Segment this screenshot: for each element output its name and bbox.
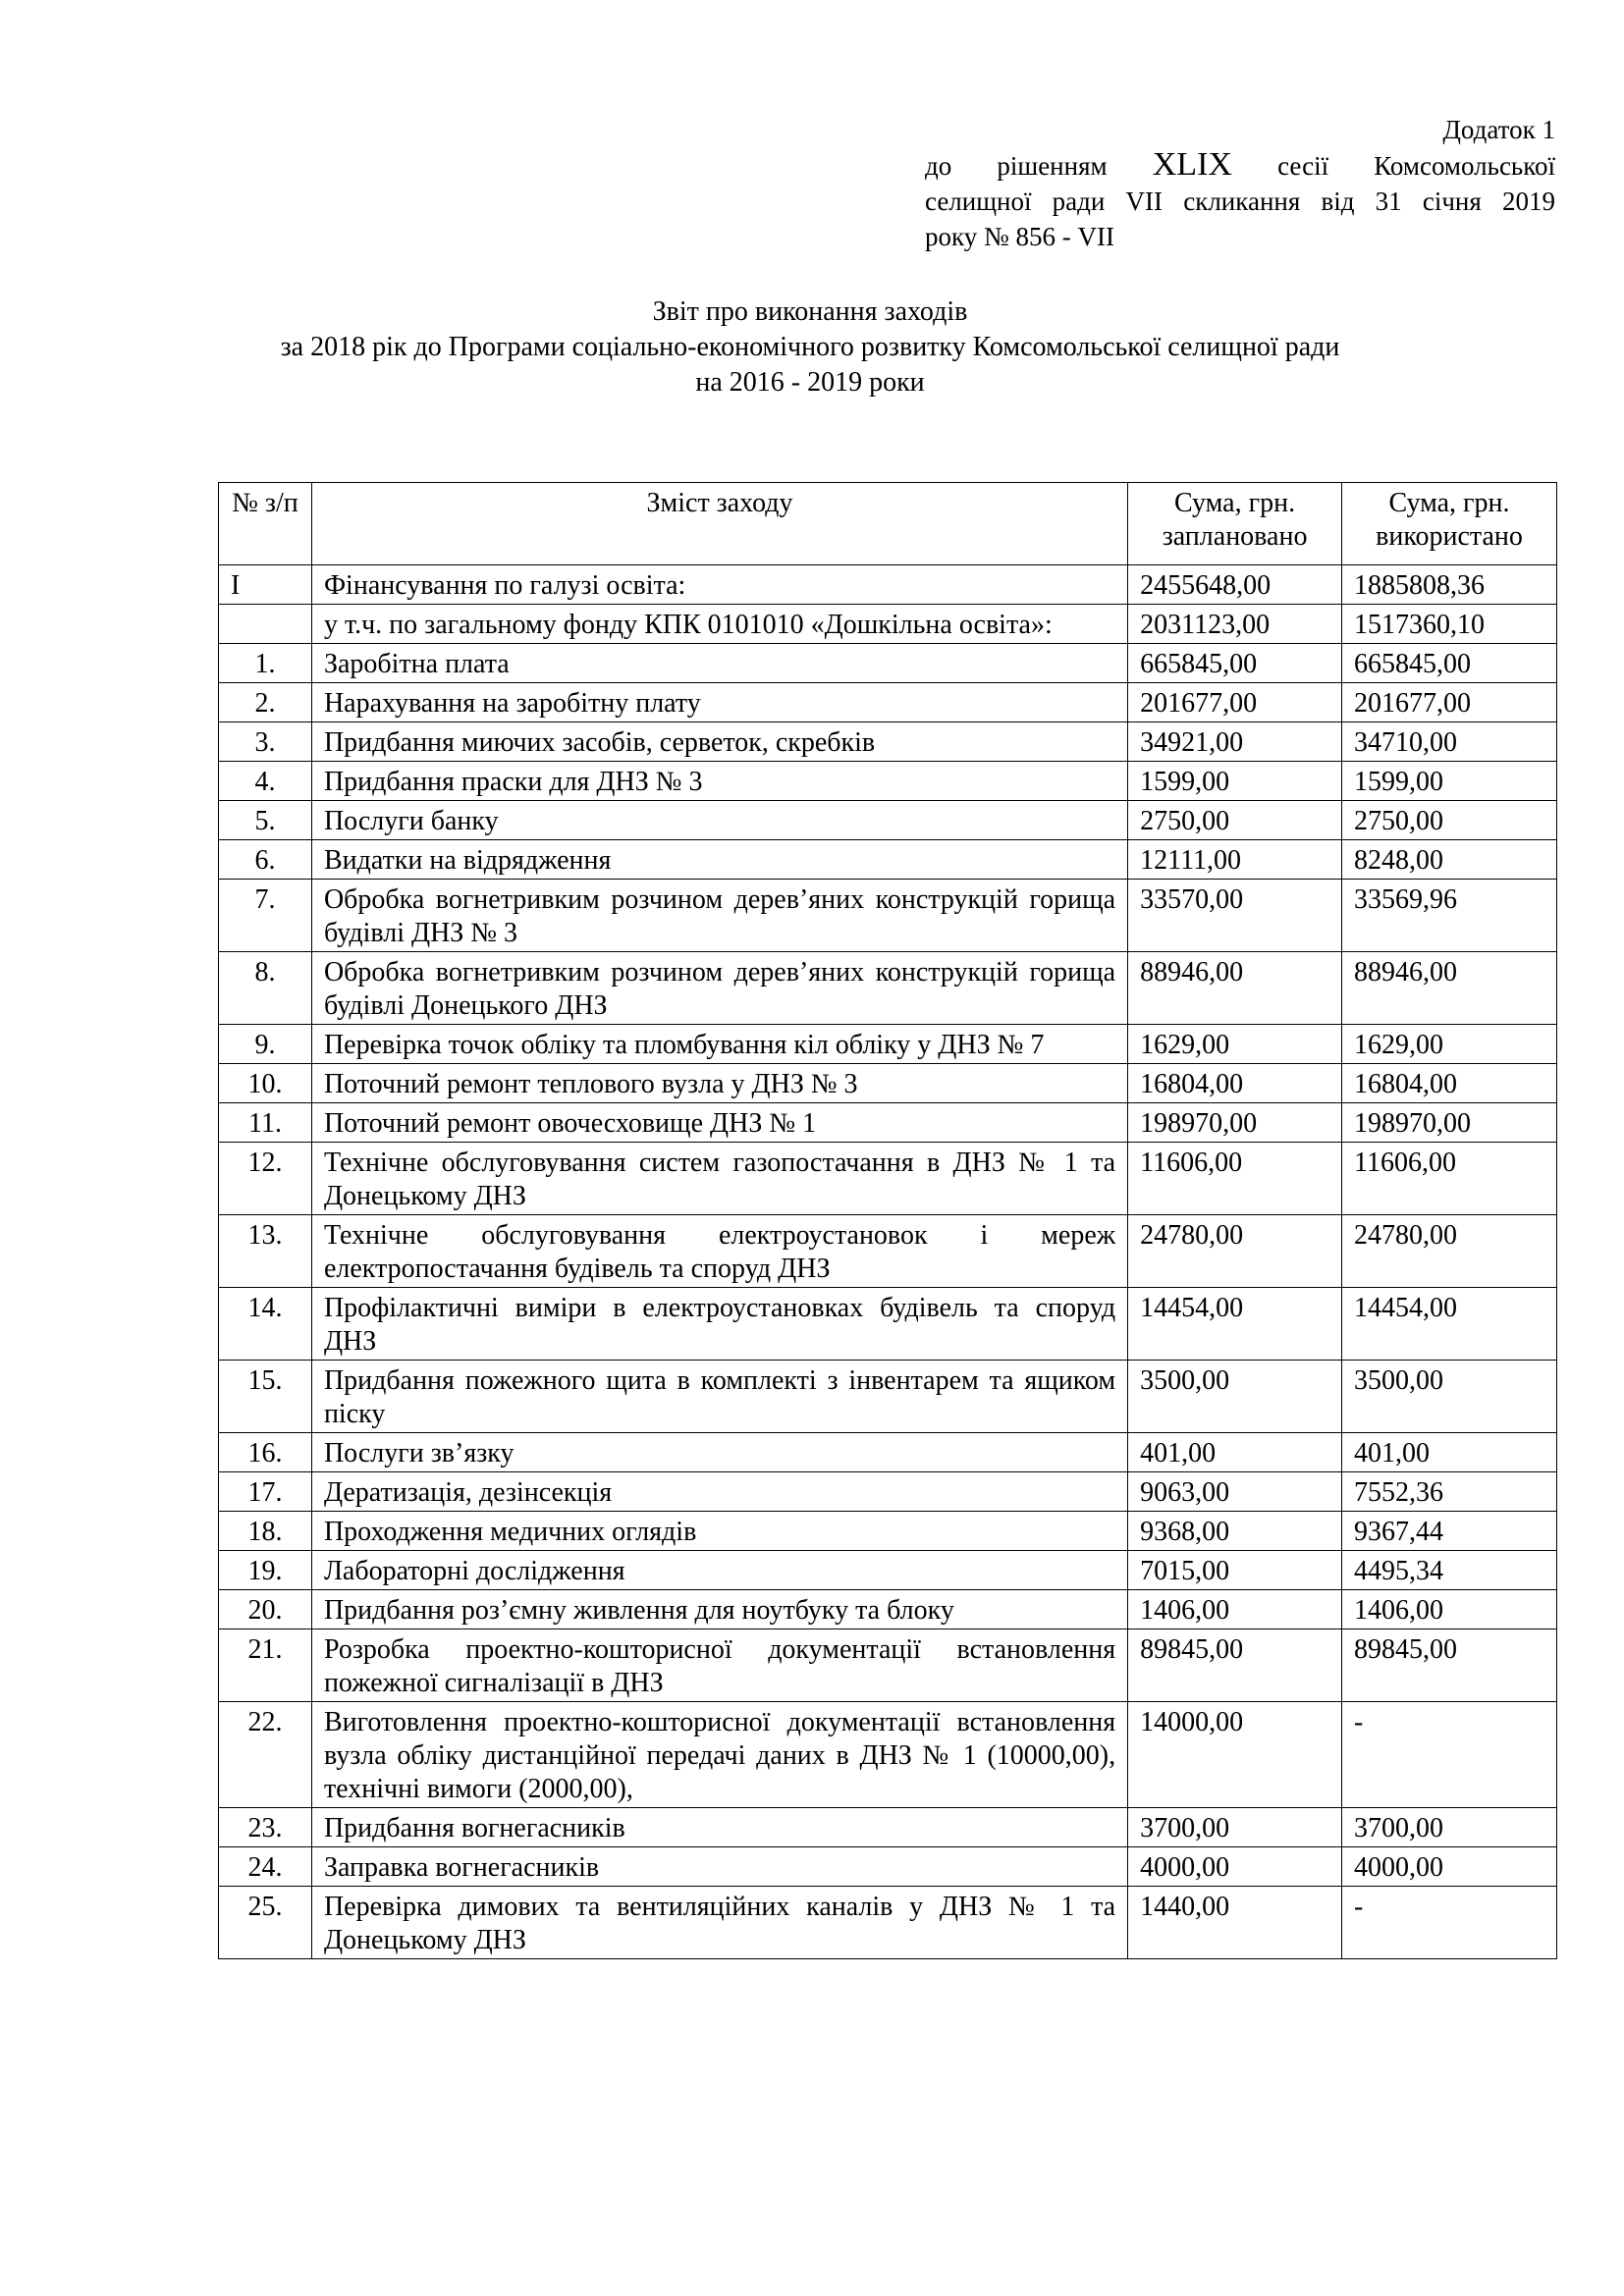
row-number: 3. — [219, 722, 312, 762]
table-row — [219, 1551, 1557, 1590]
row-used-amount: 7552,36 — [1342, 1472, 1557, 1512]
row-number: 14. — [219, 1288, 312, 1361]
appendix-header — [925, 112, 1555, 254]
subsection-used: 1517360,10 — [1342, 605, 1557, 644]
table-row — [219, 762, 1557, 801]
row-used-amount: 665845,00 — [1342, 644, 1557, 683]
row-planned-amount: 14000,00 — [1128, 1702, 1342, 1808]
row-number: 22. — [219, 1702, 312, 1808]
table-row — [219, 1064, 1557, 1103]
row-used-amount: 14454,00 — [1342, 1288, 1557, 1361]
table-row — [219, 1215, 1557, 1288]
row-planned-amount: 401,00 — [1128, 1433, 1342, 1472]
row-used-amount: 88946,00 — [1342, 952, 1557, 1025]
row-number: 6. — [219, 840, 312, 880]
row-content: Обробка вогнетривким розчином дерев’яних конструкцій горища будівлі ДНЗ № 3 — [311, 880, 1127, 952]
row-used-amount: 33569,96 — [1342, 880, 1557, 952]
row-number: 1. — [219, 644, 312, 683]
row-used-amount: 11606,00 — [1342, 1143, 1557, 1215]
row-planned-amount: 16804,00 — [1128, 1064, 1342, 1103]
table-row — [219, 1288, 1557, 1361]
row-used-amount: 3700,00 — [1342, 1808, 1557, 1847]
row-content: Перевірка димових та вентиляційних каналів у ДНЗ № 1 та Донецькому ДНЗ — [311, 1887, 1127, 1959]
row-planned-amount: 4000,00 — [1128, 1847, 1342, 1887]
row-number: 11. — [219, 1103, 312, 1143]
row-content: Поточний ремонт теплового вузла у ДНЗ № 3 — [311, 1064, 1127, 1103]
row-content: Придбання миючих засобів, серветок, скребків — [311, 722, 1127, 762]
row-number: 18. — [219, 1512, 312, 1551]
row-content: Заправка вогнегасників — [311, 1847, 1127, 1887]
row-content: Перевірка точок обліку та пломбування кіл обліку у ДНЗ № 7 — [311, 1025, 1127, 1064]
subsection-content: у т.ч. по загальному фонду КПК 0101010 «Дошкільна освіта»: — [311, 605, 1127, 644]
subsection-planned: 2031123,00 — [1128, 605, 1342, 644]
row-content: Придбання вогнегасників — [311, 1808, 1127, 1847]
table-row — [219, 1025, 1557, 1064]
row-used-amount: 401,00 — [1342, 1433, 1557, 1472]
section-number: I — [219, 565, 312, 605]
row-planned-amount: 34921,00 — [1128, 722, 1342, 762]
row-content: Придбання праски для ДНЗ № 3 — [311, 762, 1127, 801]
table-row — [219, 1590, 1557, 1629]
row-number: 2. — [219, 683, 312, 722]
table-row — [219, 683, 1557, 722]
row-number: 20. — [219, 1590, 312, 1629]
table-row — [219, 722, 1557, 762]
table-row — [219, 1433, 1557, 1472]
section-content: Фінансування по галузі освіта: — [311, 565, 1127, 605]
subsection-number — [219, 605, 312, 644]
row-used-amount: - — [1342, 1887, 1557, 1959]
appendix-label: Додаток 1 — [1442, 115, 1555, 144]
row-used-amount: 3500,00 — [1342, 1361, 1557, 1433]
row-number: 25. — [219, 1887, 312, 1959]
table-row — [219, 1847, 1557, 1887]
row-content: Лабораторні дослідження — [311, 1551, 1127, 1590]
table-row — [219, 1472, 1557, 1512]
row-used-amount: 1406,00 — [1342, 1590, 1557, 1629]
header-content: Зміст заходу — [311, 483, 1127, 565]
row-planned-amount: 201677,00 — [1128, 683, 1342, 722]
decision-line-1 — [925, 147, 1555, 184]
row-planned-amount: 12111,00 — [1128, 840, 1342, 880]
row-content: Поточний ремонт овочесховище ДНЗ № 1 — [311, 1103, 1127, 1143]
row-content: Технічне обслуговування систем газопостачання в ДНЗ № 1 та Донецькому ДНЗ — [311, 1143, 1127, 1215]
table-row — [219, 644, 1557, 683]
row-content: Заробітна плата — [311, 644, 1127, 683]
table-row — [219, 1702, 1557, 1808]
row-used-amount: 201677,00 — [1342, 683, 1557, 722]
row-number: 24. — [219, 1847, 312, 1887]
decision-line-1-post: сесії Комсомольської — [1231, 151, 1555, 181]
decision-line-2: селищної ради VII скликання від 31 січня 2019 — [925, 187, 1555, 216]
table-row — [219, 1629, 1557, 1702]
row-used-amount: 8248,00 — [1342, 840, 1557, 880]
row-planned-amount: 198970,00 — [1128, 1103, 1342, 1143]
row-used-amount: 198970,00 — [1342, 1103, 1557, 1143]
row-planned-amount: 3700,00 — [1128, 1808, 1342, 1847]
row-planned-amount: 665845,00 — [1128, 644, 1342, 683]
row-used-amount: 16804,00 — [1342, 1064, 1557, 1103]
row-number: 9. — [219, 1025, 312, 1064]
row-planned-amount: 1440,00 — [1128, 1887, 1342, 1959]
row-used-amount: 4000,00 — [1342, 1847, 1557, 1887]
report-title-line-2: за 2018 рік до Програми соціально-економічного розвитку Комсомольської селищної ради — [280, 332, 1340, 362]
header-number: № з/п — [219, 483, 312, 565]
section-used: 1885808,36 — [1342, 565, 1557, 605]
row-planned-amount: 1599,00 — [1128, 762, 1342, 801]
row-planned-amount: 3500,00 — [1128, 1361, 1342, 1433]
row-planned-amount: 11606,00 — [1128, 1143, 1342, 1215]
row-content: Профілактичні виміри в електроустановках будівель та споруд ДНЗ — [311, 1288, 1127, 1361]
row-number: 12. — [219, 1143, 312, 1215]
subsection-row — [219, 605, 1557, 644]
row-planned-amount: 14454,00 — [1128, 1288, 1342, 1361]
row-number: 16. — [219, 1433, 312, 1472]
row-content: Нарахування на заробітну плату — [311, 683, 1127, 722]
row-content: Придбання роз’ємну живлення для ноутбуку та блоку — [311, 1590, 1127, 1629]
table-row — [219, 1808, 1557, 1847]
row-used-amount: 34710,00 — [1342, 722, 1557, 762]
decision-line-3: року № 856 - VII — [925, 222, 1114, 251]
row-number: 5. — [219, 801, 312, 840]
table-row — [219, 1887, 1557, 1959]
row-used-amount: 24780,00 — [1342, 1215, 1557, 1288]
row-planned-amount: 9368,00 — [1128, 1512, 1342, 1551]
row-content: Технічне обслуговування електроустановок і мереж електропостачання будівель та споруд ДНЗ — [311, 1215, 1127, 1288]
table-header-row — [219, 483, 1557, 565]
row-planned-amount: 1406,00 — [1128, 1590, 1342, 1629]
decision-line-1-pre: до рішенням — [925, 151, 1153, 181]
table-row — [219, 1143, 1557, 1215]
row-planned-amount: 1629,00 — [1128, 1025, 1342, 1064]
row-number: 23. — [219, 1808, 312, 1847]
row-content: Розробка проектно-кошторисної документації встановлення пожежної сигналізації в ДНЗ — [311, 1629, 1127, 1702]
table-row — [219, 840, 1557, 880]
row-planned-amount: 24780,00 — [1128, 1215, 1342, 1288]
report-title — [196, 294, 1424, 400]
row-number: 8. — [219, 952, 312, 1025]
report-title-line-3: на 2016 - 2019 роки — [695, 367, 925, 398]
row-number: 7. — [219, 880, 312, 952]
row-planned-amount: 88946,00 — [1128, 952, 1342, 1025]
row-number: 13. — [219, 1215, 312, 1288]
row-used-amount: 89845,00 — [1342, 1629, 1557, 1702]
row-content: Видатки на відрядження — [311, 840, 1127, 880]
row-number: 21. — [219, 1629, 312, 1702]
header-planned: Сума, грн. заплановано — [1128, 483, 1342, 565]
row-used-amount: 2750,00 — [1342, 801, 1557, 840]
table-row — [219, 801, 1557, 840]
row-used-amount: 1629,00 — [1342, 1025, 1557, 1064]
report-title-line-1: Звіт про виконання заходів — [652, 296, 968, 327]
table-row — [219, 952, 1557, 1025]
row-number: 4. — [219, 762, 312, 801]
row-content: Послуги зв’язку — [311, 1433, 1127, 1472]
session-roman-numeral: XLIX — [1152, 146, 1232, 183]
row-content: Придбання пожежного щита в комплекті з інвентарем та ящиком піску — [311, 1361, 1127, 1433]
table-row — [219, 1103, 1557, 1143]
row-planned-amount: 89845,00 — [1128, 1629, 1342, 1702]
row-number: 15. — [219, 1361, 312, 1433]
table-row — [219, 880, 1557, 952]
row-planned-amount: 7015,00 — [1128, 1551, 1342, 1590]
row-used-amount: 9367,44 — [1342, 1512, 1557, 1551]
row-content: Виготовлення проектно-кошторисної документації встановлення вузла обліку дистанційної передачі даних в ДНЗ № 1 (10000,00), технічні вимоги (2000,00), — [311, 1702, 1127, 1808]
section-planned: 2455648,00 — [1128, 565, 1342, 605]
row-content: Дератизація, дезінсекція — [311, 1472, 1127, 1512]
row-used-amount: 1599,00 — [1342, 762, 1557, 801]
row-content: Обробка вогнетривким розчином дерев’яних конструкцій горища будівлі Донецького ДНЗ — [311, 952, 1127, 1025]
row-used-amount: - — [1342, 1702, 1557, 1808]
report-table — [218, 482, 1557, 1959]
row-used-amount: 4495,34 — [1342, 1551, 1557, 1590]
row-content: Послуги банку — [311, 801, 1127, 840]
table-row — [219, 1361, 1557, 1433]
row-number: 19. — [219, 1551, 312, 1590]
row-planned-amount: 9063,00 — [1128, 1472, 1342, 1512]
row-number: 17. — [219, 1472, 312, 1512]
row-planned-amount: 33570,00 — [1128, 880, 1342, 952]
header-used: Сума, грн. використано — [1342, 483, 1557, 565]
row-number: 10. — [219, 1064, 312, 1103]
section-row — [219, 565, 1557, 605]
row-content: Проходження медичних оглядів — [311, 1512, 1127, 1551]
table-row — [219, 1512, 1557, 1551]
row-planned-amount: 2750,00 — [1128, 801, 1342, 840]
